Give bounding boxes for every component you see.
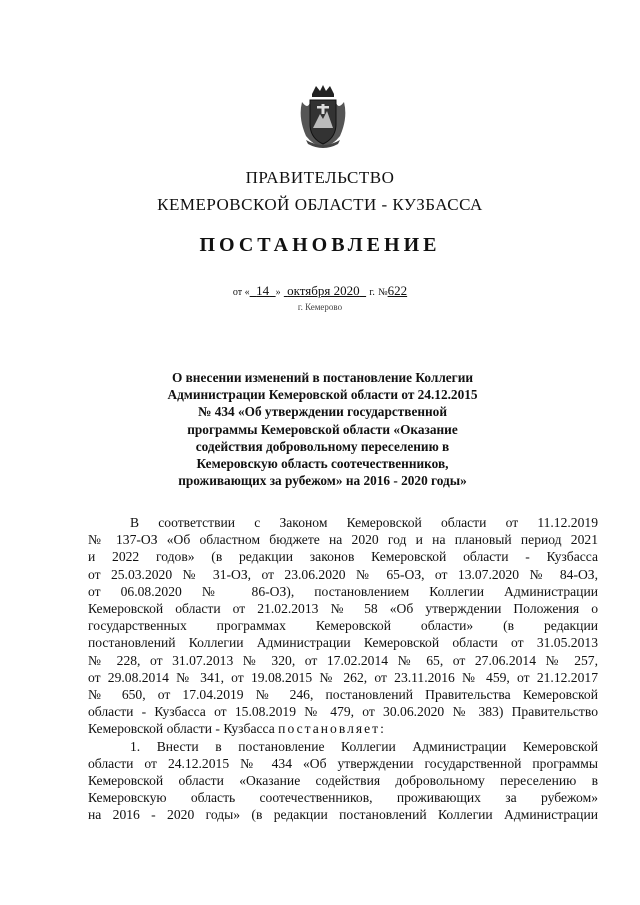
- resolution-prefix: Кемеровской области - Кузбасса: [88, 721, 275, 737]
- body-line: и 2022 годов» (в редакции законов Кемеровской области - Кузбасса: [88, 549, 598, 565]
- body-line: № 137-ОЗ «Об областном бюджете на 2020 год и на плановый период 2021: [88, 532, 598, 548]
- decree-title: [150, 369, 495, 489]
- body-line: № 228, от 31.07.2013 № 320, от 17.02.2014 № 65, от 27.06.2014 № 257,: [88, 652, 598, 668]
- body-line: В соответствии с Законом Кемеровской области от 11.12.2019: [130, 515, 598, 530]
- date-year-suffix: г.: [369, 287, 375, 298]
- decree-body: [88, 514, 598, 824]
- body-line: области от 24.12.2015 № 434 «Об утверждении государственной программы: [88, 755, 598, 771]
- title-line: содействия добровольному переселению в: [195, 438, 450, 454]
- government-name-line2: КЕМЕРОВСКОЙ ОБЛАСТИ - КУЗБАССА: [157, 195, 483, 214]
- title-line: О внесении изменений в постановление Коллегии: [171, 370, 474, 385]
- title-line: Кемеровскую область соотечественников,: [196, 456, 449, 472]
- date-day: 14: [256, 283, 270, 298]
- date-month-year: октября 2020: [287, 283, 360, 298]
- body-line: от 25.03.2020 № 31-ОЗ, от 23.06.2020 № 65-ОЗ, от 13.07.2020 № 84-ОЗ,: [88, 566, 598, 582]
- body-line: на 2016 - 2020 годы» (в редакции постановлений Коллегии Администрации: [88, 807, 598, 823]
- number-label: №: [378, 287, 388, 298]
- body-line: государственных программах Кемеровской области» (в редакции: [88, 618, 598, 634]
- body-line: области - Кузбасса от 15.08.2019 № 479, от 30.06.2020 № 383) Правительство: [88, 704, 598, 720]
- title-line: проживающих за рубежом» на 2016 - 2020 годы»: [178, 473, 467, 489]
- document-type-title: ПОСТАНОВЛЕНИЕ: [199, 234, 441, 256]
- decree-number: 622: [387, 283, 408, 298]
- city-name: г. Кемерово: [297, 302, 343, 312]
- date-from-label: от «: [232, 287, 250, 298]
- decree-date-line: [0, 283, 640, 299]
- body-line: № 650, от 17.04.2019 № 246, постановлений Правительства Кемеровской: [88, 687, 598, 703]
- body-line: от 06.08.2020 № 86-ОЗ), постановлением Коллегии Администрации: [88, 583, 598, 599]
- body-line: Кемеровскую область соотечественников, проживающих за рубежом»: [88, 790, 598, 806]
- title-line: Администрации Кемеровской области от 24.12.2015: [167, 387, 478, 403]
- body-line: Кемеровской области «Оказание содействия добровольному переселению в: [88, 773, 598, 789]
- title-line: № 434 «Об утверждении государственной: [198, 404, 447, 420]
- body-line: 1. Внести в постановление Коллегии Администрации Кемеровской: [130, 738, 598, 754]
- body-line: Кемеровской области от 21.02.2013 № 58 «Об утверждении Положения о: [88, 601, 598, 617]
- date-close-quote: »: [275, 287, 281, 298]
- body-line: [88, 720, 598, 737]
- body-line: от 29.08.2014 № 341, от 19.08.2015 № 262, от 23.11.2016 № 459, от 21.12.2017: [88, 669, 598, 685]
- body-line: постановлений Коллегии Администрации Кемеровской области от 31.05.2013: [88, 635, 598, 651]
- title-line: программы Кемеровской области «Оказание: [187, 421, 458, 437]
- coat-of-arms-icon: [298, 84, 348, 150]
- resolution-keyword: постановляет:: [278, 721, 386, 737]
- government-name-line1: ПРАВИТЕЛЬСТВО: [245, 168, 395, 187]
